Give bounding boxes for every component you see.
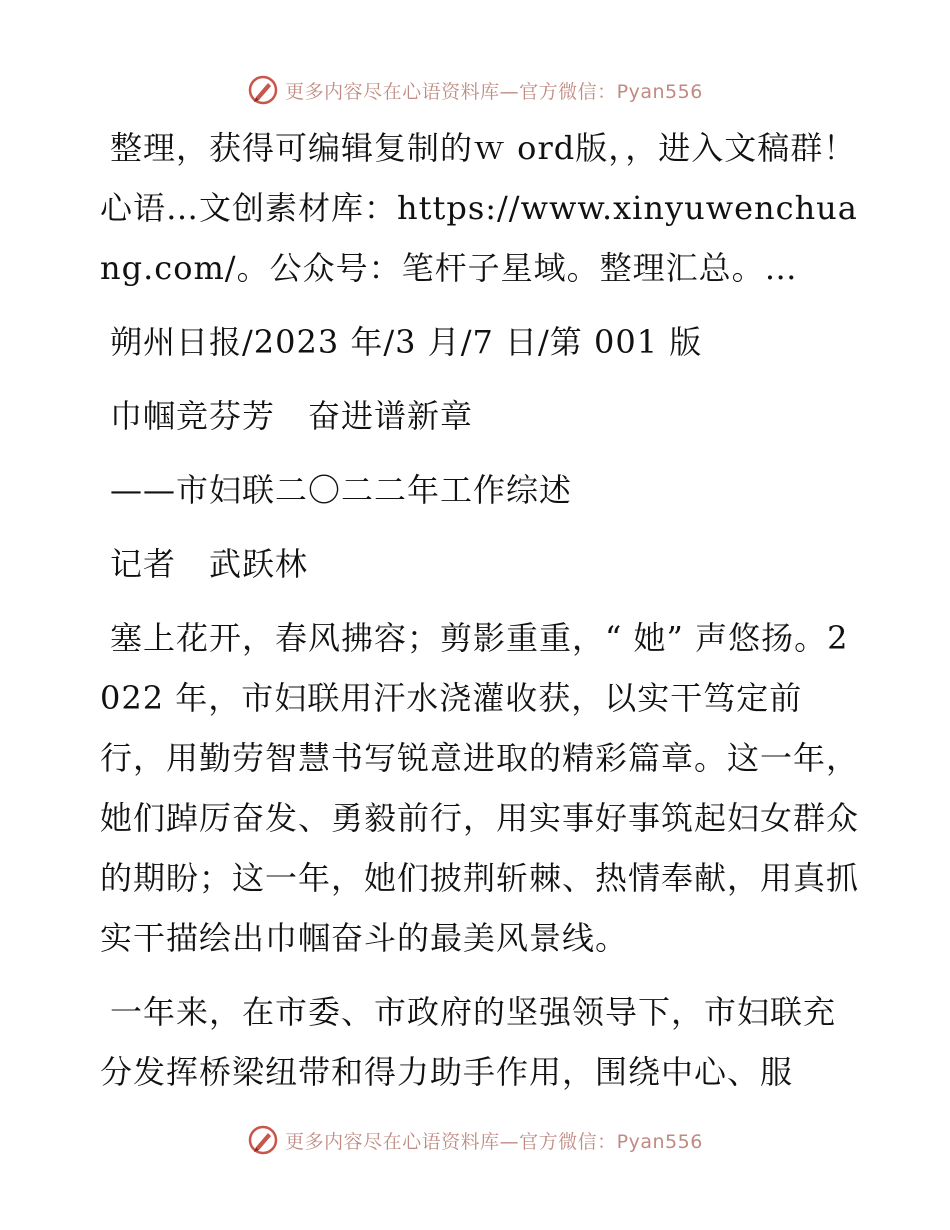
subheadline: ——市妇联二〇二二年工作综述 bbox=[110, 471, 573, 509]
body-paragraph-1: 塞上花开，春风拂容；剪影重重，“ 她” 声悠扬。2022 年，市妇联用汗水浇灌收获，以实干笃定前行，用勤劳智慧书写锐意进取的精彩篇章。这一年，她们踔厉奋发、勇毅前行，用实事好事筑起妇女群众的期盼；这一年，她们披荆斩棘、热情奉献，用真抓实干描绘出巾帼奋斗的最美风景线。 bbox=[100, 619, 860, 957]
source-line: 朔州日报/2023 年/3 月/7 日/第 001 版 bbox=[110, 323, 703, 361]
banner-text: 更多内容尽在心语资料库—官方微信：Pyan556 bbox=[285, 1130, 703, 1153]
pen-logo-icon bbox=[247, 1124, 279, 1156]
body-paragraph-2: 一年来，在市委、市政府的坚强领导下，市妇联充分发挥桥梁纽带和得力助手作用，围绕中心、服 bbox=[100, 993, 837, 1091]
pen-logo-icon bbox=[247, 74, 279, 106]
document-body bbox=[100, 118, 860, 1102]
byline: 记者 武跃林 bbox=[110, 545, 309, 583]
headline: 巾帼竞芬芳 奋进谱新章 bbox=[110, 397, 474, 435]
intro-paragraph: 整理，获得可编辑复制的ｗ ord版，，进入文稿群！心语…文创素材库：https://www.xinyuwenchuang.com/。公众号：笔杆子星域。整理汇总。… bbox=[100, 129, 858, 287]
footer-banner bbox=[0, 1120, 950, 1160]
header-banner bbox=[0, 70, 950, 110]
banner-text: 更多内容尽在心语资料库—官方微信：Pyan556 bbox=[285, 80, 703, 103]
